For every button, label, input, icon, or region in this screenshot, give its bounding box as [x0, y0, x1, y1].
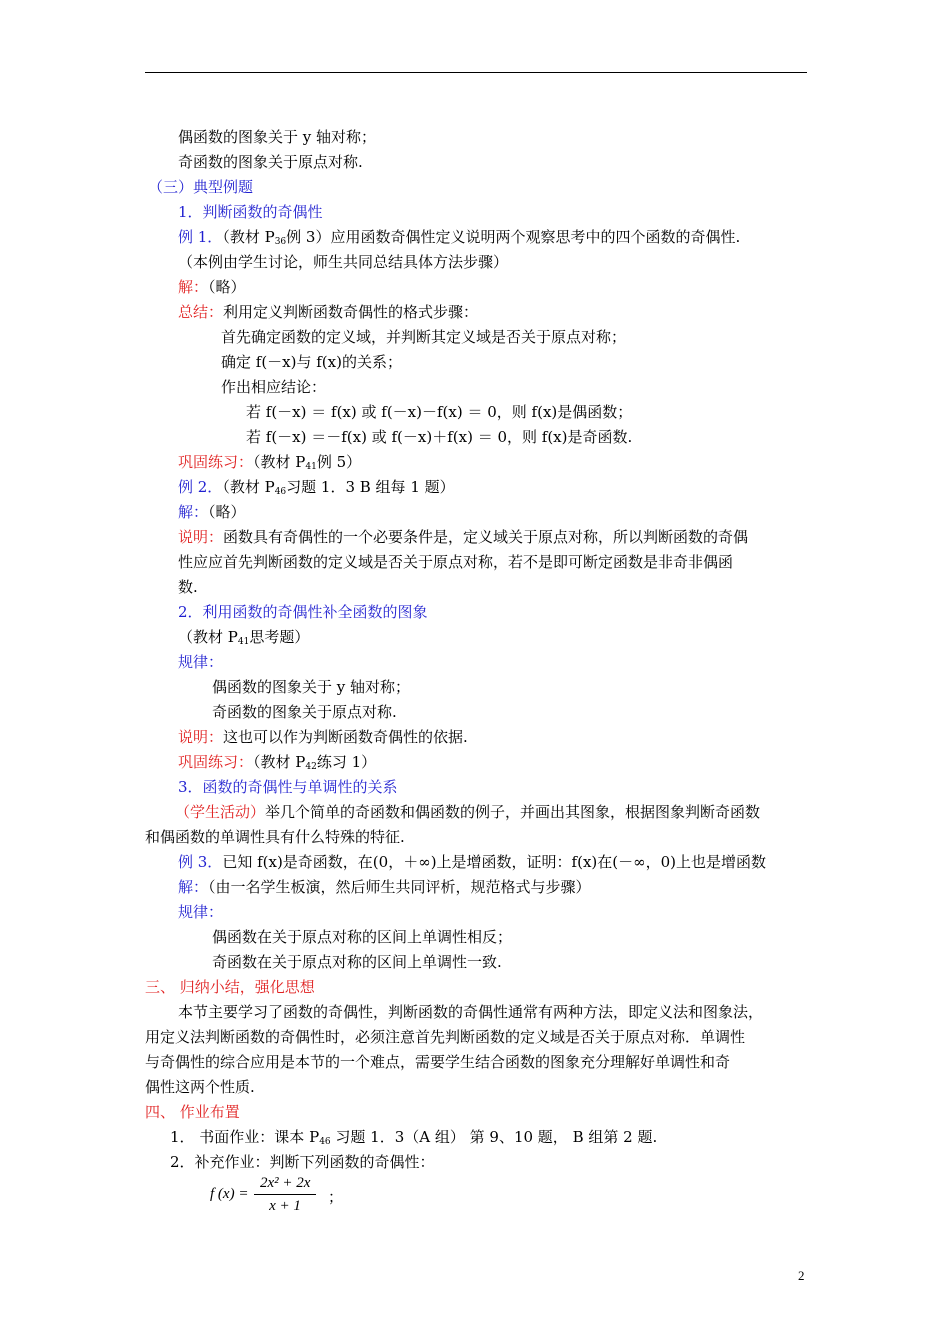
conclusion-even: 若 f(－x) ＝ f(x) 或 f(－x)－f(x) ＝ 0，则 f(x)是偶函数；: [246, 403, 633, 421]
homework-1-post: 习题 1．3（A 组） 第 9、10 题， B 组第 2 题.: [330, 1128, 658, 1146]
page-number: 2: [798, 1268, 805, 1283]
solution-2-text: （略）: [208, 503, 246, 521]
example-3: [178, 851, 766, 873]
practice-2: [178, 751, 376, 773]
formula-lhs: f (x) =: [210, 1186, 249, 1202]
rule-odd-2: 奇函数的图象关于原点对称.: [212, 703, 397, 721]
solution-2-label: 解：: [178, 503, 209, 521]
summary-para-4: 偶性这两个性质.: [145, 1078, 255, 1096]
subheading-3: 3．函数的奇偶性与单调性的关系: [178, 778, 398, 796]
solution-label: 解：: [178, 278, 209, 296]
example-1-pre: （教材 P: [222, 228, 275, 246]
student-activity-label: （学生活动）: [175, 803, 266, 821]
example-3-label: 例 3．: [178, 853, 223, 871]
summary-text: 利用定义判断函数奇偶性的格式步骤：: [223, 303, 479, 321]
practice-2-label: 巩固练习：: [178, 753, 254, 771]
summary-para-3: 与奇偶性的综合应用是本节的一个难点，需要学生结合函数的图象充分理解好单调性和奇: [145, 1053, 731, 1071]
note-1-line-2: 性应应首先判断函数的定义域是否关于原点对称，若不是即可断定函数是非奇非偶函: [178, 553, 734, 571]
rule-mono-odd: 奇函数在关于原点对称的区间上单调性一致.: [212, 953, 502, 971]
solution-text: （略）: [208, 278, 246, 296]
section-heading-examples: （三）典型例题: [148, 178, 254, 196]
summary-line: [178, 301, 478, 323]
example-1-note: （本例由学生讨论，师生共同总结具体方法步骤）: [178, 253, 509, 271]
example-2-post: 习题 1．3 B 组每 1 题）: [286, 478, 455, 496]
note-2-text: 这也可以作为判断函数奇偶性的依据.: [223, 728, 468, 746]
practice-1: [178, 451, 361, 473]
conclusion-odd: 若 f(－x) ＝－f(x) 或 f(－x)＋f(x) ＝ 0，则 f(x)是奇函数.: [246, 428, 633, 446]
student-activity-text: 举几个简单的奇函数和偶函数的例子，并画出其图象，根据图象判断奇函数: [265, 803, 761, 821]
practice-2-pre: （教材 P: [253, 753, 306, 771]
summary-para-2: 用定义法判断函数的奇偶性时，必须注意首先判断函数的定义域是否关于原点对称．单调性: [145, 1028, 746, 1046]
example-1-sub: 36: [274, 237, 287, 247]
solution-1: [178, 276, 246, 298]
rule-even-text: 偶函数的图象关于 y 轴对称；: [178, 128, 377, 146]
section-heading-summary: 三、 归纳小结，强化思想: [145, 978, 315, 996]
practice-1-pre: （教材 P: [253, 453, 306, 471]
solution-2: [178, 501, 246, 523]
subheading-1: 1．判断函数的奇偶性: [178, 203, 323, 221]
homework-1-pre: 1． 书面作业：课本 P: [170, 1128, 320, 1146]
practice-1-sub: 41: [305, 462, 317, 472]
homework-1-sub: 46: [319, 1137, 331, 1147]
example-1-label: 例 1．: [178, 228, 223, 246]
step-3: 作出相应结论：: [221, 378, 327, 396]
section-heading-homework: 四、 作业布置: [145, 1103, 240, 1121]
student-activity: [175, 801, 760, 823]
example-2-label: 例 2．: [178, 478, 223, 496]
example-2: [178, 476, 455, 498]
solution-3-text: （由一名学生板演，然后师生共同评析，规范格式与步骤）: [208, 878, 591, 896]
step-2: 确定 f(－x)与 f(x)的关系；: [221, 353, 402, 371]
summary-label: 总结：: [178, 303, 224, 321]
subheading-2: 2．利用函数的奇偶性补全函数的图象: [178, 603, 428, 621]
practice-label: 巩固练习：: [178, 453, 254, 471]
example-3-text: 已知 f(x)是奇函数，在(0，＋∞)上是增函数，证明：f(x)在(－∞，0)上也是增函数: [222, 853, 766, 871]
practice-2-sub: 42: [305, 762, 317, 772]
note-1-text: 函数具有奇偶性的一个必要条件是，定义域关于原点对称，所以判断函数的奇偶: [223, 528, 749, 546]
rule-even-2: 偶函数的图象关于 y 轴对称；: [212, 678, 411, 696]
solution-3-label: 解：: [178, 878, 209, 896]
textbook-think: [178, 626, 309, 648]
rule-label-1: 规律：: [178, 653, 224, 671]
header-rule: [145, 72, 807, 73]
example-1: [178, 226, 740, 248]
formula-fraction: [260, 1172, 310, 1217]
homework-1: [170, 1126, 657, 1148]
formula-trailing: ；: [328, 1190, 344, 1206]
formula-numerator: 2x² + 2x: [260, 1175, 311, 1191]
rule-label-2: 规律：: [178, 903, 224, 921]
example-1-post: 例 3）应用函数奇偶性定义说明两个观察思考中的四个函数的奇偶性.: [286, 228, 741, 246]
homework-2: 2．补充作业：判断下列函数的奇偶性：: [170, 1153, 435, 1171]
textbook-think-sub: 41: [237, 637, 250, 647]
textbook-think-post: 思考题）: [249, 628, 310, 646]
rule-mono-even: 偶函数在关于原点对称的区间上单调性相反；: [212, 928, 513, 946]
note-1-line-3: 数.: [178, 578, 198, 596]
rule-odd-text: 奇函数的图象关于原点对称.: [178, 153, 363, 171]
solution-3: [178, 876, 591, 898]
practice-2-post: 练习 1）: [316, 753, 377, 771]
note-2-label: 说明：: [178, 728, 224, 746]
note-label: 说明：: [178, 528, 224, 546]
practice-1-post: 例 5）: [316, 453, 362, 471]
example-2-pre: （教材 P: [222, 478, 275, 496]
summary-para-1: 本节主要学习了函数的奇偶性，判断函数的奇偶性通常有两种方法，即定义法和图象法，: [178, 1003, 764, 1021]
note-1-line-1: [178, 526, 748, 548]
note-2: [178, 726, 468, 748]
textbook-think-pre: （教材 P: [178, 628, 238, 646]
step-1: 首先确定函数的定义域，并判断其定义域是否关于原点对称；: [221, 328, 627, 346]
student-activity-cont: 和偶函数的单调性具有什么特殊的特征.: [145, 828, 405, 846]
example-2-sub: 46: [274, 487, 287, 497]
formula-denominator: x + 1: [269, 1198, 301, 1214]
